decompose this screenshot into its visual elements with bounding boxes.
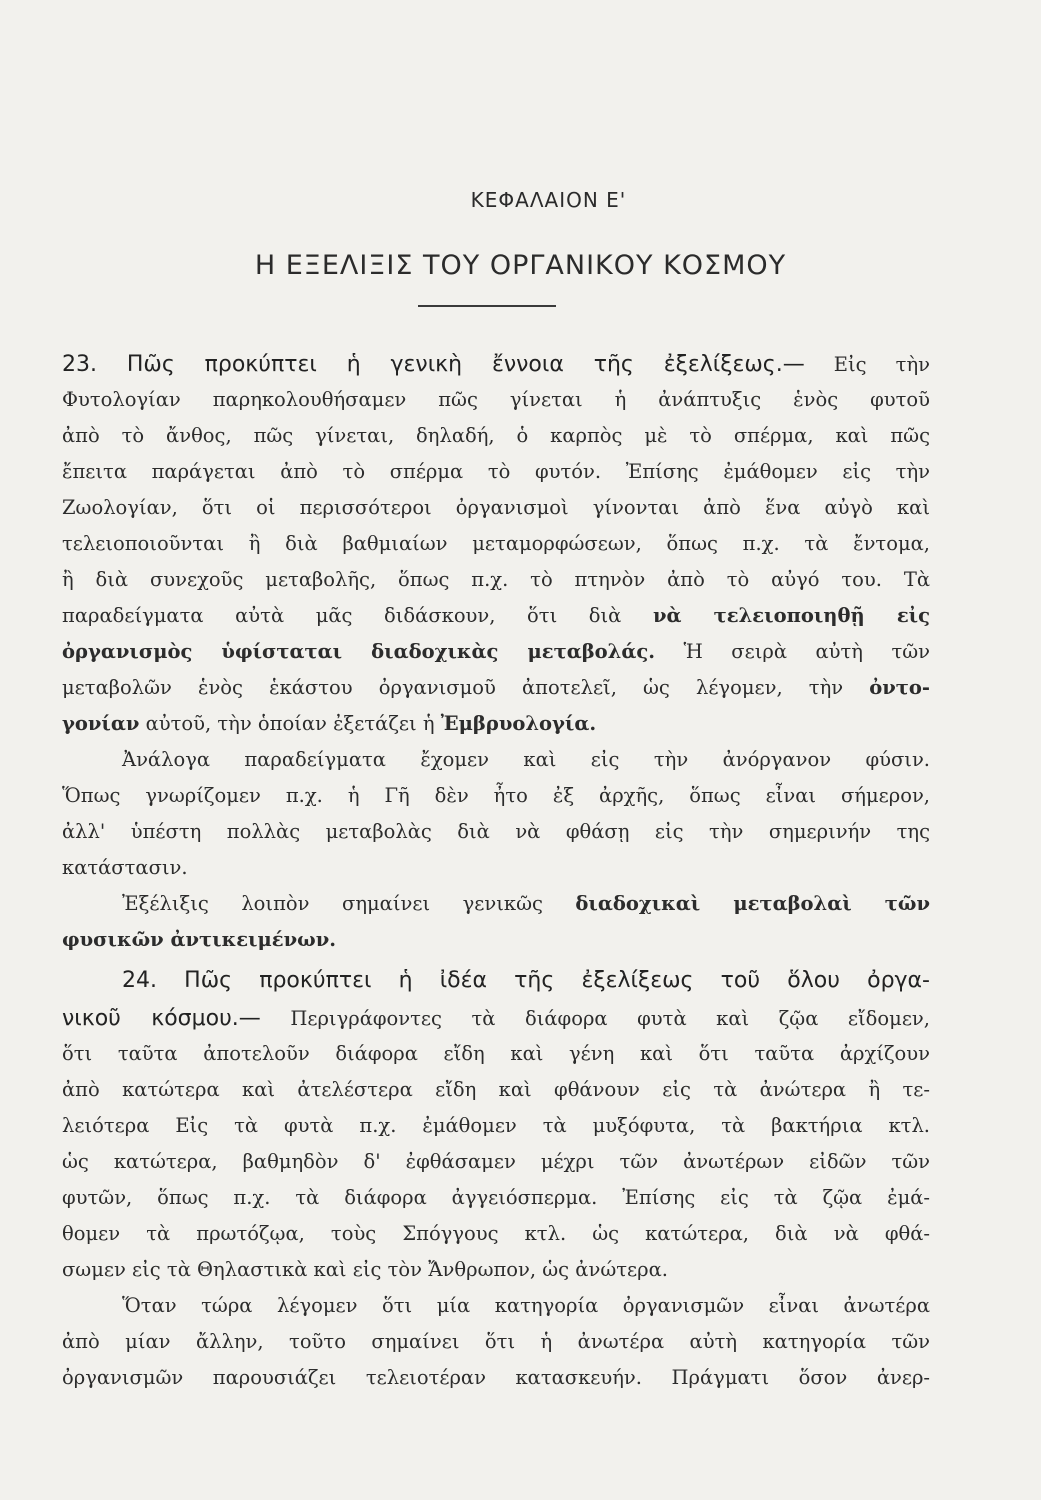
text-line: φυτῶν, ὅπως π.χ. τὰ διάφορα ἀγγειόσπερμα. Ἐπίσης εἰς τὰ ζῷα ἐμά- bbox=[62, 1186, 930, 1209]
text-line: Φυτολογίαν παρηκολουθήσαμεν πῶς γίνεται ἡ ἀνάπτυξις ἑνὸς φυτοῦ bbox=[62, 388, 930, 411]
text-line: μεταβολῶν ἑνὸς ἑκάστου ὀργανισμοῦ ἀποτελεῖ, ὡς λέγομεν, τὴν ὀντο- bbox=[62, 676, 930, 699]
text-line: Ὅταν τώρα λέγομεν ὅτι μία κατηγορία ὀργανισμῶν εἶναι ἀνωτέρα bbox=[122, 1294, 930, 1317]
text-line: Ὅπως γνωρίζομεν π.χ. ἡ Γῆ δὲν ἦτο ἐξ ἀρχῆς, ὅπως εἶναι σήμερον, bbox=[62, 784, 930, 807]
emphasis: φυσικῶν ἀντικειμένων. bbox=[62, 928, 337, 951]
text-line: παραδείγματα αὐτὰ μᾶς διδάσκουν, ὅτι διὰ νὰ τελειοποιηθῇ εἰς bbox=[62, 604, 930, 627]
text-line: θομεν τὰ πρωτόζῳα, τοὺς Σπόγγους κτλ. ὡς κατώτερα, διὰ νὰ φθά- bbox=[62, 1222, 930, 1245]
text-line: νικοῦ κόσμου.— Περιγράφοντες τὰ διάφορα φυτὰ καὶ ζῷα εἴδομεν, bbox=[62, 1006, 930, 1031]
text-line: ὡς κατώτερα, βαθμηδὸν δ' ἐφθάσαμεν μέχρι τῶν ἀνωτέρων εἰδῶν τῶν bbox=[62, 1150, 930, 1173]
emphasis: διαδοχικαὶ μεταβολαὶ τῶν bbox=[575, 892, 930, 915]
emphasis: ὀντο- bbox=[869, 676, 930, 699]
text-line: ἔπειτα παράγεται ἀπὸ τὸ σπέρμα τὸ φυτόν. Ἐπίσης ἐμάθομεν εἰς τὴν bbox=[62, 460, 930, 483]
text-line: κατάστασιν. bbox=[62, 856, 188, 879]
text-line: λειότερα Εἰς τὰ φυτὰ π.χ. ἐμάθομεν τὰ μυξόφυτα, τὰ βακτήρια κτλ. bbox=[62, 1114, 930, 1137]
text-line: ἢ διὰ συνεχοῦς μεταβολῆς, ὅπως π.χ. τὸ πτηνὸν ἀπὸ τὸ αὐγό του. Τὰ bbox=[62, 568, 930, 591]
text-line: Ἀνάλογα παραδείγματα ἔχομεν καὶ εἰς τὴν ἀνόργανον φύσιν. bbox=[122, 748, 930, 771]
text-line: ἀπὸ μίαν ἄλλην, τοῦτο σημαίνει ὅτι ἡ ἀνωτέρα αὐτὴ κατηγορία τῶν bbox=[62, 1330, 930, 1353]
text-line bbox=[62, 968, 930, 993]
text-line: γονίαν αὐτοῦ, τὴν ὁποίαν ἐξετάζει ἡ Ἐμβρυολογία. bbox=[62, 712, 597, 735]
text-line bbox=[62, 928, 930, 951]
section-24-heading-cont: νικοῦ κόσμου.— bbox=[62, 1006, 261, 1031]
chapter-title: Η ΕΞΕΛΙΞΙΣ ΤΟΥ ΟΡΓΑΝΙΚΟΥ ΚΟΣΜΟΥ bbox=[254, 250, 787, 281]
text-line: ἀλλ' ὑπέστη πολλὰς μεταβολὰς διὰ νὰ φθάσῃ εἰς τὴν σημερινήν της bbox=[62, 820, 930, 843]
text-line: ἀπὸ κατώτερα καὶ ἀτελέστερα εἴδη καὶ φθάνουν εἰς τὰ ἀνώτερα ἢ τε- bbox=[62, 1078, 930, 1101]
text-line: 23. Πῶς προκύπτει ἡ γενικὴ ἔννοια τῆς ἐξελίξεως.— Εἰς τὴν bbox=[62, 352, 931, 377]
text-line: τελειοποιοῦνται ἢ διὰ βαθμιαίων μεταμορφώσεων, ὅπως π.χ. τὰ ἔντομα, bbox=[62, 532, 930, 555]
text-line: ἀπὸ τὸ ἄνθος, πῶς γίνεται, δηλαδή, ὁ καρπὸς μὲ τὸ σπέρμα, καὶ πῶς bbox=[62, 424, 930, 447]
section-24-heading: 24. Πῶς προκύπτει ἡ ἰδέα τῆς ἐξελίξεως τοῦ ὅλου ὀργα- bbox=[122, 968, 930, 993]
text-line: σωμεν εἰς τὰ Θηλαστικὰ καὶ εἰς τὸν Ἄνθρωπον, ὡς ἀνώτερα. bbox=[62, 1258, 668, 1281]
text-line: ὀργανισμῶν παρουσιάζει τελειοτέραν κατασκευήν. Πράγματι ὅσον ἀνερ- bbox=[62, 1366, 930, 1389]
text-line: Ζωολογίαν, ὅτι οἱ περισσότεροι ὀργανισμοὶ γίνονται ἀπὸ ἕνα αὐγὸ καὶ bbox=[62, 496, 930, 519]
text-line: Ἐξέλιξις λοιπὸν σημαίνει γενικῶς διαδοχικαὶ μεταβολαὶ τῶν bbox=[122, 892, 930, 915]
title-divider bbox=[418, 305, 556, 307]
emphasis: ὀργανισμὸς ὑφίσταται διαδοχικὰς μεταβολάς. bbox=[62, 640, 655, 663]
section-23-heading: 23. Πῶς προκύπτει ἡ γενικὴ ἔννοια τῆς ἐξελίξεως.— bbox=[62, 352, 805, 377]
text-line: ὀργανισμὸς ὑφίσταται διαδοχικὰς μεταβολάς. Ἡ σειρὰ αὐτὴ τῶν bbox=[62, 640, 930, 663]
emphasis: γονίαν bbox=[62, 712, 140, 735]
text-line: ὅτι ταῦτα ἀποτελοῦν διάφορα εἴδη καὶ γένη καὶ ὅτι ταῦτα ἀρχίζουν bbox=[62, 1042, 930, 1065]
emphasis: Ἐμβρυολογία. bbox=[440, 712, 597, 735]
emphasis: νὰ τελειοποιηθῇ εἰς bbox=[652, 604, 930, 627]
chapter-label: ΚΕΦΑΛΑΙΟΝ Ε' bbox=[470, 188, 627, 212]
